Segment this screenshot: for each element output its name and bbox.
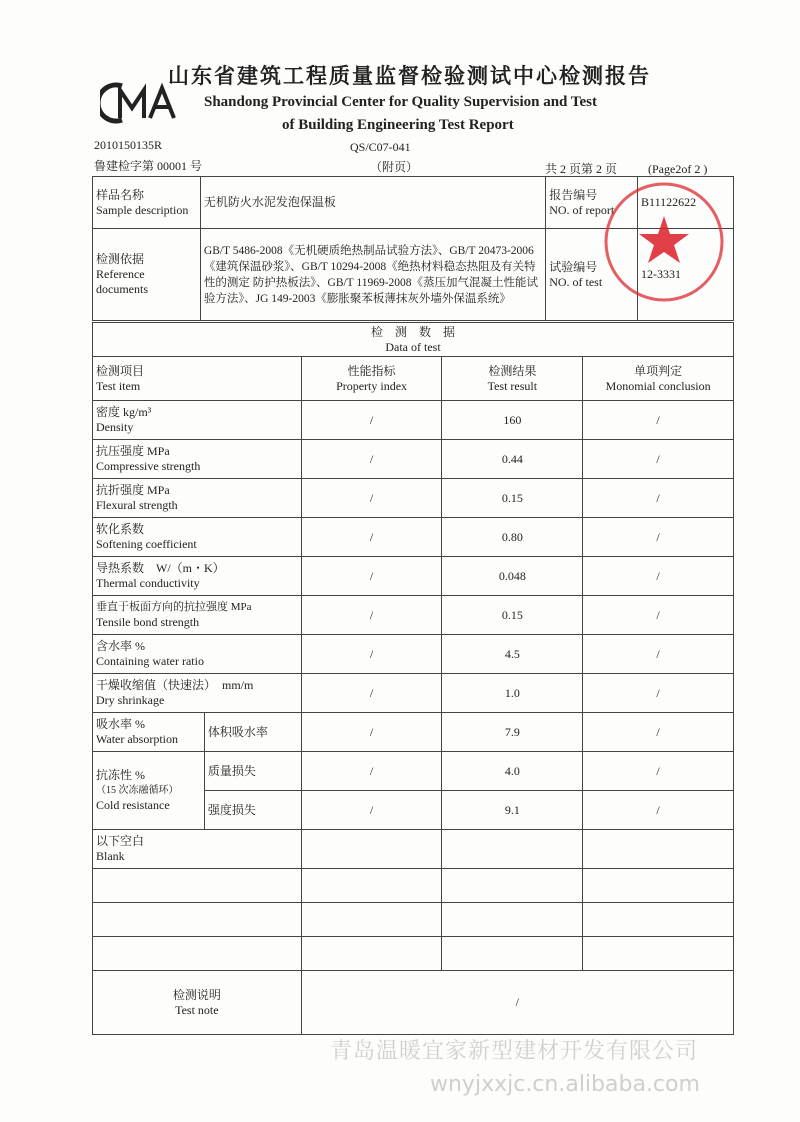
row-index: /: [301, 713, 442, 752]
row-item: 抗折强度 MPa Flexural strength: [93, 479, 302, 518]
row-result: 9.1: [442, 791, 583, 830]
license-number: 鲁建检字第 00001 号: [94, 159, 203, 173]
row-conclusion: /: [583, 791, 734, 830]
table-row: [93, 401, 734, 440]
row-item: 垂直于板面方向的抗拉强度 MPa Tensile bond strength: [93, 596, 302, 635]
watermark-company: 青岛温暖宜家新型建材开发有限公司: [330, 1039, 699, 1064]
row-index: /: [301, 479, 442, 518]
row-conclusion: /: [583, 440, 734, 479]
row-item: 导热系数 W/（m・K） Thermal conductivity: [93, 557, 302, 596]
reference-value: GB/T 5486-2008《无机硬质绝热制品试验方法》、GB/T 20473-2006《建筑保温砂浆》、GB/T 10294-2008《绝热材料稳态热阻及有关特性的测定 防护热板法》、GB/T 11969-2008《蒸压加气混凝土性能试验方法》、JG 149-2003《膨胀聚苯板薄抹灰外墙外保温系统》: [200, 229, 545, 321]
water-absorption-sub: 体积吸水率: [204, 713, 301, 752]
table-row: [93, 596, 734, 635]
water-absorption-label: 吸水率 % Water absorption: [93, 713, 205, 752]
cold-resistance-sub1: 质量损失: [204, 752, 301, 791]
table-row: [93, 674, 734, 713]
table-row: [93, 971, 734, 1035]
col-header-result: 检测结果 Test result: [442, 357, 583, 401]
row-result: 4.5: [442, 635, 583, 674]
table-row: [93, 713, 734, 752]
row-index: /: [301, 596, 442, 635]
test-data-table: [92, 322, 734, 1035]
row-conclusion: /: [583, 674, 734, 713]
sample-value: 无机防火水泥发泡保温板: [200, 177, 545, 229]
row-result: 0.048: [442, 557, 583, 596]
row-conclusion: /: [583, 518, 734, 557]
report-no-label: 报告编号 NO. of report: [546, 177, 638, 229]
table-row: [93, 557, 734, 596]
row-result: 7.9: [442, 713, 583, 752]
row-result: 0.15: [442, 479, 583, 518]
row-item: 软化系数 Softening coefficient: [93, 518, 302, 557]
row-conclusion: /: [583, 596, 734, 635]
row-index: /: [301, 674, 442, 713]
watermark-site: wnyjxxjc.cn.alibaba.com: [430, 1072, 700, 1097]
row-item: 抗压强度 MPa Compressive strength: [93, 440, 302, 479]
row-conclusion: /: [583, 401, 734, 440]
blank-label: 以下空白 Blank: [93, 830, 302, 869]
row-index: /: [301, 635, 442, 674]
test-note-value: /: [301, 971, 733, 1035]
table-row: [93, 937, 734, 971]
report-no-value: B11122622: [638, 177, 734, 229]
report-code: 2010150135R: [94, 138, 163, 152]
table-row: [93, 518, 734, 557]
test-note-label: 检测说明 Test note: [93, 971, 302, 1035]
row-result: 0.15: [442, 596, 583, 635]
col-header-item: 检测项目 Test item: [93, 357, 302, 401]
page-info: 共 2 页第 2 页: [545, 162, 618, 176]
table-row: [93, 752, 734, 791]
row-index: /: [301, 440, 442, 479]
row-conclusion: /: [583, 479, 734, 518]
test-no-label: 试验编号 NO. of test: [546, 229, 638, 321]
row-result: 1.0: [442, 674, 583, 713]
col-header-conclusion: 单项判定 Monomial conclusion: [583, 357, 734, 401]
table-row: [93, 869, 734, 903]
row-index: /: [301, 401, 442, 440]
row-result: 0.80: [442, 518, 583, 557]
form-code: QS/C07-041: [350, 140, 411, 154]
row-item: 密度 kg/m³ Density: [93, 401, 302, 440]
row-result: 160: [442, 401, 583, 440]
cold-resistance-label: 抗冻性 % （15 次冻融循环） Cold resistance: [93, 752, 205, 830]
row-index: /: [301, 752, 442, 791]
row-conclusion: /: [583, 635, 734, 674]
table-row: [93, 479, 734, 518]
reference-label: 检测依据 Reference documents: [93, 229, 201, 321]
table-row: [93, 903, 734, 937]
report-title-en-line1: Shandong Provincial Center for Quality Supervision and Test: [204, 94, 597, 110]
col-header-index: 性能指标 Property index: [301, 357, 442, 401]
row-item: 含水率 % Containing water ratio: [93, 635, 302, 674]
row-index: /: [301, 791, 442, 830]
row-conclusion: /: [583, 752, 734, 791]
cma-logo: [100, 80, 178, 126]
official-seal-stamp: [600, 178, 728, 306]
data-section-title: 检 测 数 据 Data of test: [93, 323, 734, 357]
table-row: [93, 440, 734, 479]
report-title-cn: 山东省建筑工程质量监督检验测试中心检测报告: [168, 63, 651, 88]
test-no-value: 12-3331: [638, 229, 734, 321]
row-conclusion: /: [583, 713, 734, 752]
table-row: [93, 830, 734, 869]
row-item: 干燥收缩值（快速法） mm/m Dry shrinkage: [93, 674, 302, 713]
cold-resistance-sub2: 强度损失: [204, 791, 301, 830]
page-info-en: (Page2of 2 ): [648, 162, 708, 176]
row-result: 4.0: [442, 752, 583, 791]
row-conclusion: /: [583, 557, 734, 596]
table-row: [93, 635, 734, 674]
row-index: /: [301, 557, 442, 596]
row-index: /: [301, 518, 442, 557]
report-title-en-line2: of Building Engineering Test Report: [282, 117, 514, 133]
sample-label: 样品名称 Sample description: [93, 177, 201, 229]
appendix-label: （附页）: [370, 160, 419, 174]
row-result: 0.44: [442, 440, 583, 479]
